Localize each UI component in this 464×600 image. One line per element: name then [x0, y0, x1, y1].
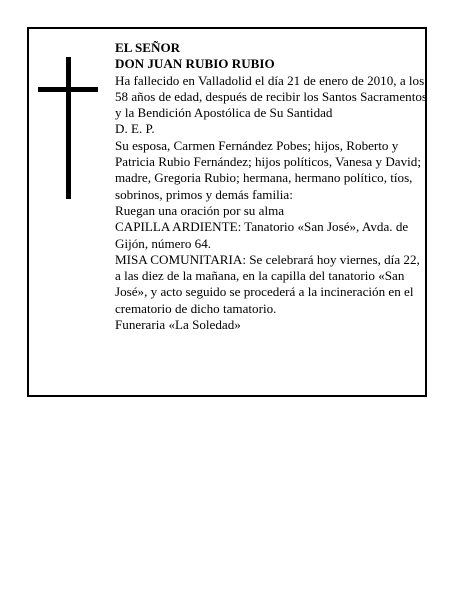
family-list: Su esposa, Carmen Fernández Pobes; hijos, Roberto y Patricia Rubio Fernández; hijos políticos, Vanesa y David; madre, Gregoria Rubio; hermana, hermano político, tíos, sobrinos, primos y demás familia: — [115, 137, 421, 202]
death-announcement: Ha fallecido en Valladolid el día 21 de enero de 2010, a los 58 años de edad, después de recibir los Santos Sacramentos y la Bendición Apostólica de Su Santidad — [115, 72, 427, 121]
deceased-name: DON JUAN RUBIO RUBIO — [115, 56, 275, 72]
cross-icon — [38, 57, 98, 199]
obituary-notice — [27, 27, 427, 397]
dep-abbreviation: D. E. P. — [115, 121, 155, 137]
cross-vertical-bar — [66, 57, 71, 199]
mass-info: MISA COMUNITARIA: Se celebrará hoy viernes, día 22, a las diez de la mañana, en la capilla del tanatorio «San José», y acto seguido se procederá a la incineración en el crematorio de dicho tamatorio. — [115, 251, 420, 316]
funeral-home: Funeraria «La Soledad» — [115, 317, 241, 333]
cross-horizontal-bar — [38, 87, 98, 92]
prayer-request: Ruegan una oración por su alma — [115, 202, 285, 218]
chapel-info: CAPILLA ARDIENTE: Tanatorio «San José», Avda. de Gijón, número 64. — [115, 219, 409, 251]
obituary-text — [115, 40, 427, 333]
honorific: EL SEÑOR — [115, 40, 181, 55]
